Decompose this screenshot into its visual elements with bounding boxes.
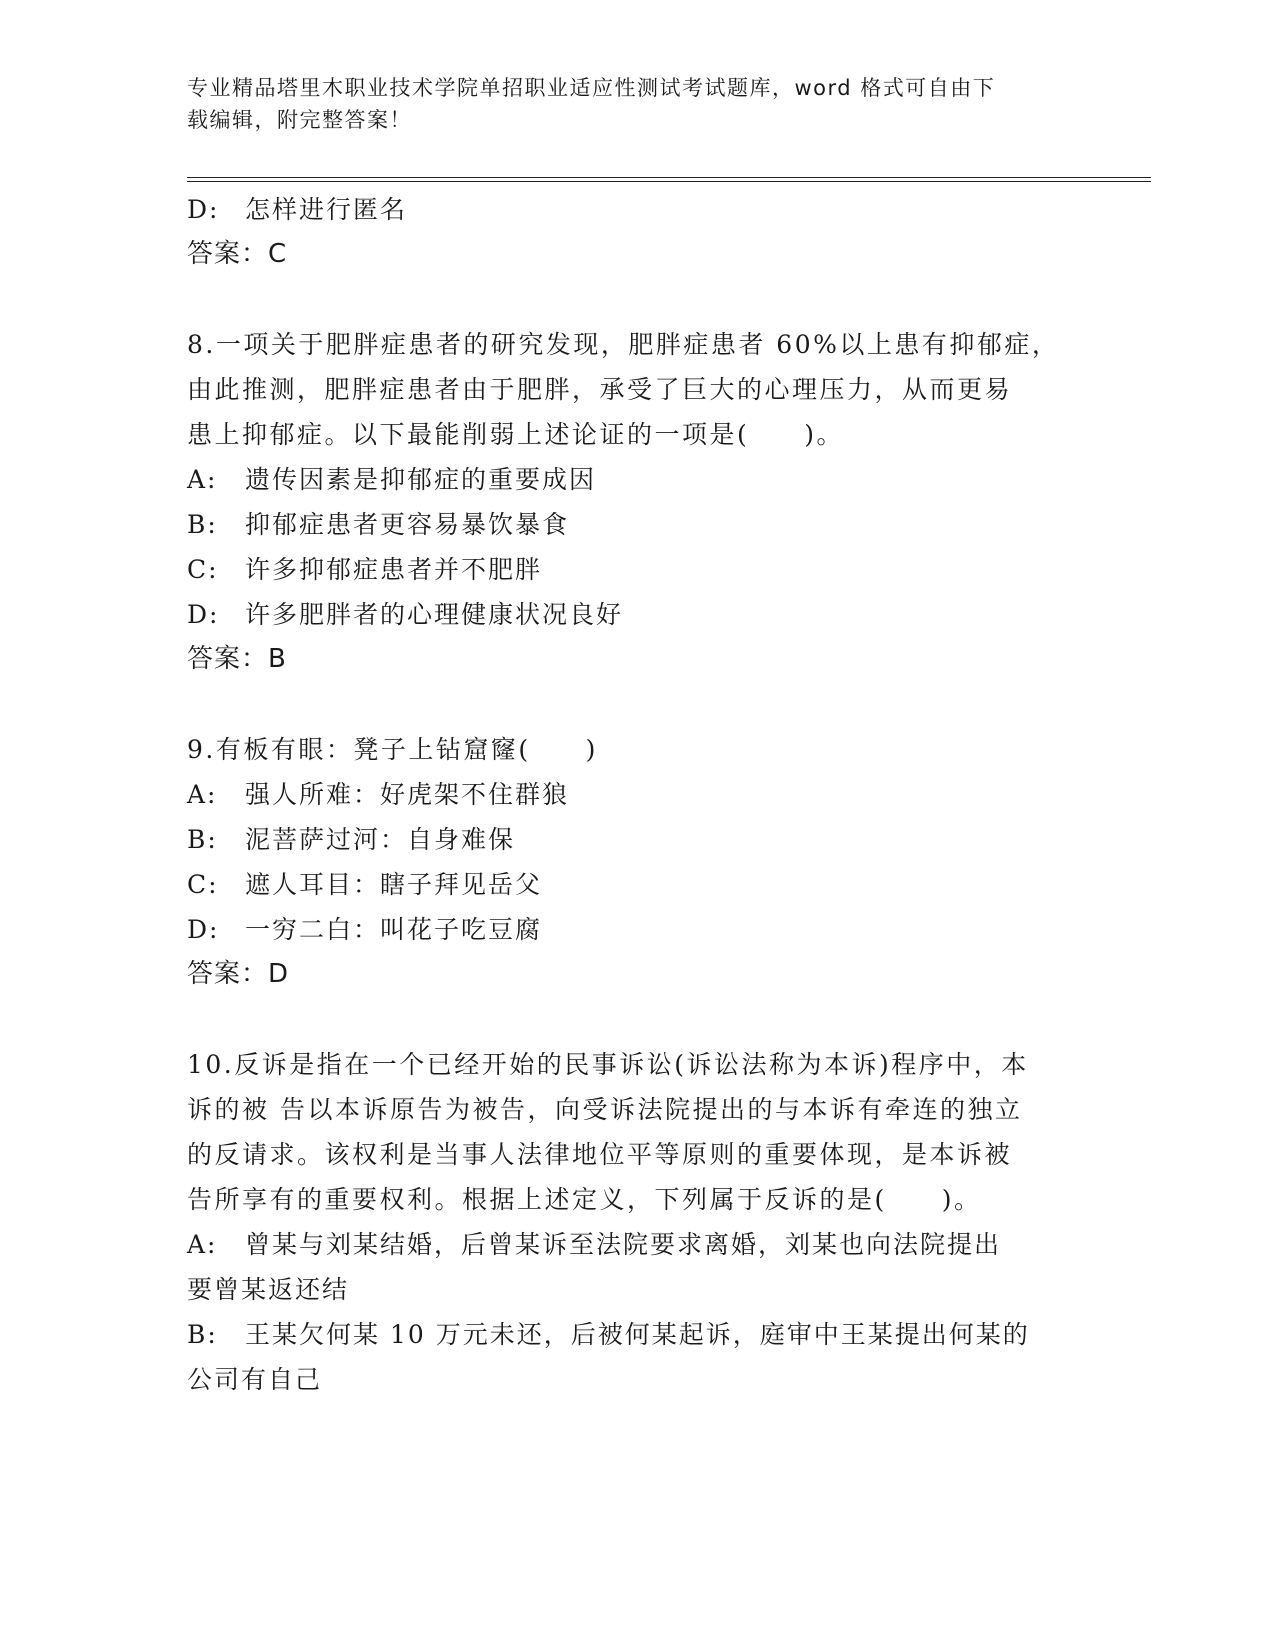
question-line: 10.反诉是指在一个已经开始的民事诉讼(诉讼法称为本诉)程序中，本 (187, 1050, 1029, 1079)
option-letter: B: (187, 1320, 218, 1349)
option-d (187, 907, 1087, 952)
option-text: 遗传因素是抑郁症的重要成因 (245, 465, 597, 494)
option-letter: D: (187, 195, 220, 224)
question-8 (187, 322, 1087, 682)
answer: 答案：D (187, 959, 290, 989)
option-a (187, 457, 1087, 502)
option-letter: A: (187, 465, 218, 494)
option-letter: C: (187, 555, 219, 584)
option-a (187, 772, 1087, 817)
header-line-1: 专业精品塔里木职业技术学院单招职业适应性测试考试题库，word 格式可自由下 (187, 76, 996, 100)
option-b-continued: 公司有自己 (187, 1365, 323, 1394)
option-text: 许多抑郁症患者并不肥胖 (245, 555, 543, 584)
question-text (187, 322, 1087, 457)
option-letter: D: (187, 600, 220, 629)
option-letter: A: (187, 1230, 218, 1259)
document-header (187, 72, 1087, 136)
question-line: 的反请求。该权利是当事人法律地位平等原则的重要体现，是本诉被 (187, 1140, 1013, 1169)
document-body (187, 187, 1087, 1402)
question-10 (187, 1042, 1087, 1402)
option-text: 泥菩萨过河：自身难保 (245, 825, 516, 854)
option-text: 遮人耳目：瞎子拜见岳父 (245, 870, 543, 899)
option-b (187, 502, 1087, 547)
question-text (187, 1042, 1087, 1222)
option-b (187, 1312, 1087, 1357)
header-line-2: 载编辑，附完整答案！ (187, 108, 412, 132)
option-text: 许多肥胖者的心理健康状况良好 (245, 600, 624, 629)
option-c (187, 862, 1087, 907)
option-d (187, 187, 1087, 232)
option-a (187, 1222, 1087, 1267)
option-text: 强人所难：好虎架不住群狼 (245, 780, 570, 809)
option-c (187, 547, 1087, 592)
option-text: 一穷二白：叫花子吃豆腐 (245, 915, 543, 944)
option-text: 王某欠何某 10 万元未还，后被何某起诉，庭审中王某提出何某的 (245, 1320, 1030, 1349)
answer: 答案：C (187, 239, 288, 269)
option-a-continued: 要曾某返还结 (187, 1275, 350, 1304)
option-letter: B: (187, 825, 218, 854)
question-line: 8.一项关于肥胖症患者的研究发现，肥胖症患者 60%以上患有抑郁症， (187, 330, 1060, 359)
option-text: 抑郁症患者更容易暴饮暴食 (245, 510, 570, 539)
question-line: 由此推测，肥胖症患者由于肥胖，承受了巨大的心理压力，从而更易 (187, 375, 1013, 404)
answer: 答案：B (187, 644, 287, 674)
header-rule-bottom (187, 181, 1151, 182)
option-letter: A: (187, 780, 218, 809)
option-letter: C: (187, 870, 219, 899)
question-line: 患上抑郁症。以下最能削弱上述论证的一项是( )。 (187, 420, 845, 449)
header-rule-top (187, 177, 1151, 178)
option-text: 曾某与刘某结婚，后曾某诉至法院要求离婚，刘某也向法院提出 (245, 1230, 1002, 1259)
option-d (187, 592, 1087, 637)
question-9 (187, 727, 1087, 997)
question-line: 9.有板有眼：凳子上钻窟窿( ) (187, 735, 598, 764)
question-line: 告所享有的重要权利。根据上述定义，下列属于反诉的是( )。 (187, 1185, 982, 1214)
option-text: 怎样进行匿名 (245, 195, 408, 224)
option-letter: B: (187, 510, 218, 539)
question-text (187, 727, 1087, 772)
option-letter: D: (187, 915, 220, 944)
question-line: 诉的被 告以本诉原告为被告，向受诉法院提出的与本诉有牵连的独立 (187, 1095, 1023, 1124)
option-b (187, 817, 1087, 862)
